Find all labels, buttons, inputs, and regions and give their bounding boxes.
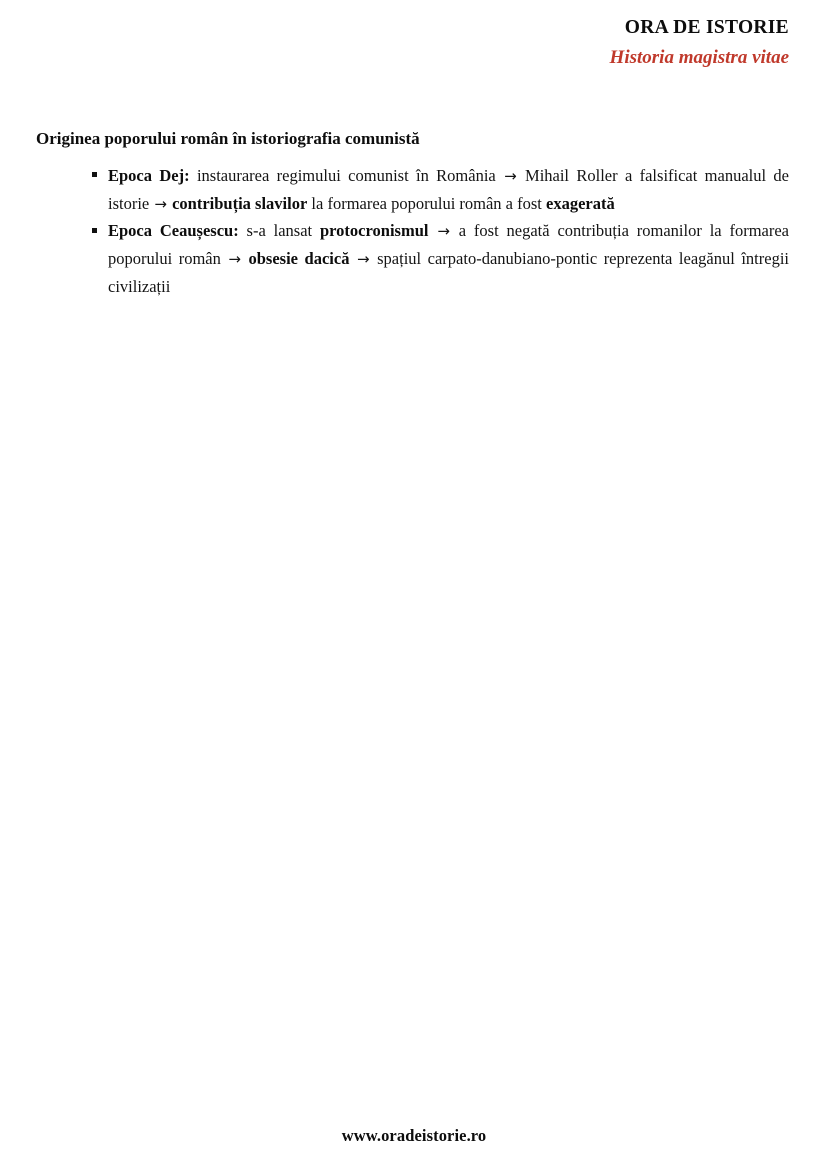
body-text: instaurarea regimului comunist în România [189,166,504,185]
list-item [92,217,789,300]
emphasis-text: exagerată [546,193,615,213]
document-footer [0,1126,828,1146]
footer-website: www.oradeistorie.ro [341,1126,487,1145]
body-text: spațiul carpato-danubiano-pontic reprezenta leagănul întregii civilizații [108,249,789,296]
arrow-icon: → [437,222,450,241]
emphasis-text: obsesie dacică [241,249,350,269]
list-item-lead: Epoca Dej: [108,166,190,185]
list-item [92,162,789,217]
arrow-icon: → [504,167,517,185]
list-item-text [108,166,789,213]
document-header [36,16,789,71]
list-item-lead: Epoca Ceaușescu: [108,221,239,241]
arrow-icon: → [154,194,167,213]
body-text: Mihail Roller a falsificat manualul de istorie [108,166,789,213]
site-motto: Historia magistra vitae [609,46,789,68]
body-text: s-a lansat [238,221,320,241]
arrow-icon: → [357,250,370,269]
page-title: Originea poporului român în istoriografia comunistă [36,129,420,149]
emphasis-text: protocronismul [319,221,429,241]
body-text: a fost negată contribuția romanilor la formarea poporului român [108,221,789,269]
body-text: la formarea poporului român a fost [307,193,547,213]
emphasis-text: contribuția slavilor [167,193,308,213]
list-item-text [108,221,789,295]
square-bullet-icon [92,228,97,233]
arrow-icon: → [228,250,241,269]
site-title: ORA DE ISTORIE [624,17,789,38]
content-bullet-list [92,162,789,301]
square-bullet-icon [92,172,97,177]
